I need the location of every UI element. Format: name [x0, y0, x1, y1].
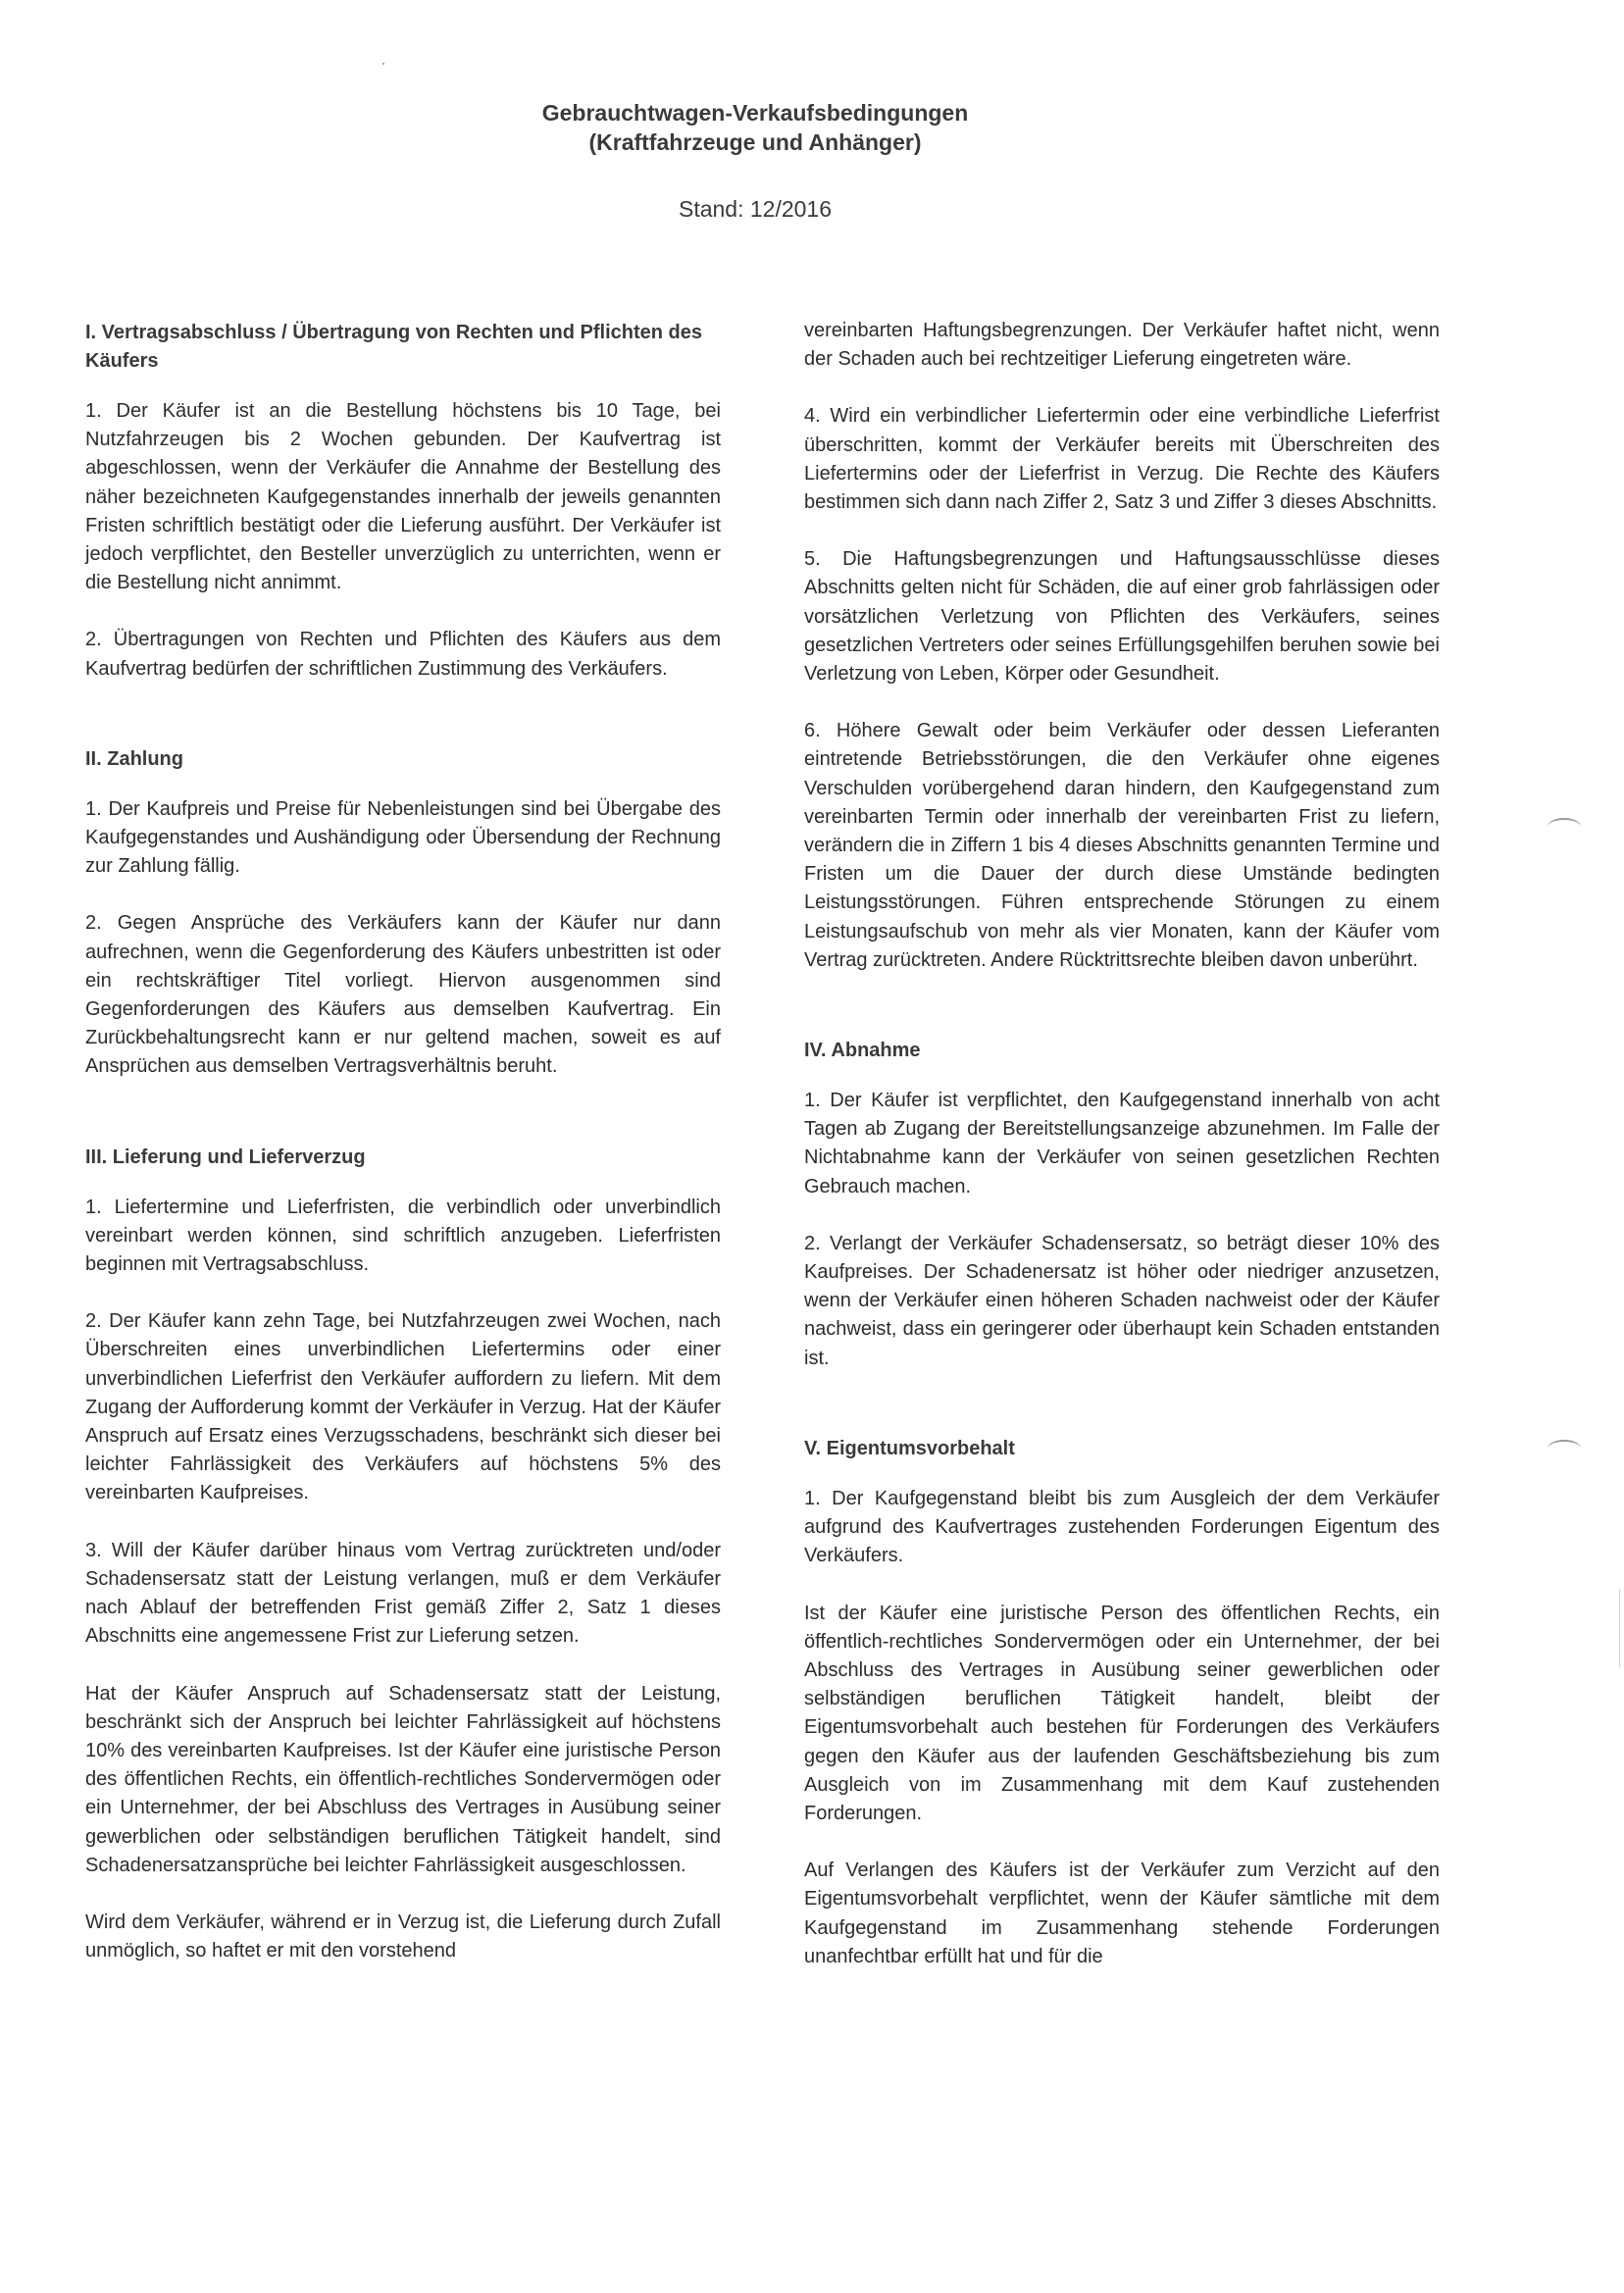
section-heading-lieferung: III. Lieferung und Lieferverzug [85, 1146, 366, 1168]
paragraph: 1. Der Kaufpreis und Preise für Nebenleistungen sind bei Übergabe des Kaufgegenstandes und Aushändigung oder Übersendung der Rechnung zur Zahlung fällig. [85, 797, 721, 878]
paragraph: 1. Der Käufer ist an die Bestellung höchstens bis 10 Tage, bei Nutzfahrzeugen bis 2 Wochen gebunden. Der Kaufvertrag ist abgeschlossen, wenn der Verkäufer die Annahme der Bestellung des näher bezeichneten Kaufgegenstandes innerhalb der jeweils genannten Fristen schriftlich bestätigt oder die Lieferung ausführt. Der Verkäufer ist jedoch verpflichtet, den Besteller unverzüglich zu unterrichten, wenn er die Bestellung nicht annimmt. [85, 400, 721, 594]
document-title: Gebrauchtwagen-Verkaufsbedingungen [541, 100, 969, 126]
paragraph: 2. Verlangt der Verkäufer Schadensersatz, so beträgt dieser 10% des Kaufpreises. Der Schadenersatz ist höher oder niedriger anzusetzen, wenn der Verkäufer einen höheren Schaden nachweist oder der Käufer nachweist, dass ein geringerer oder überhaupt kein Schaden entstanden ist. [804, 1232, 1440, 1369]
paragraph: 1. Der Kaufgegenstand bleibt bis zum Ausgleich der dem Verkäufer aufgrund des Kaufvertrages zustehenden Forderungen Eigentum des Verkäufers. [804, 1487, 1440, 1567]
paragraph: 4. Wird ein verbindlicher Liefertermin oder eine verbindliche Lieferfrist überschritten, kommt der Verkäufer bereits mit Überschreiten des Liefertermins oder der Lieferfrist in Verzug. Die Rechte des Käufers bestimmen sich dann nach Ziffer 2, Satz 3 und Ziffer 3 dieses Abschnitts. [804, 405, 1440, 514]
section-heading-abnahme: IV. Abnahme [804, 1040, 921, 1062]
paragraph: 6. Höhere Gewalt oder beim Verkäufer oder dessen Lieferanten eintretende Betriebsstörungen, die den Verkäufer ohne eigenes Verschulden vorübergehend daran hindern, den Kaufgegenstand zum vereinbarten Termin oder innerhalb der vereinbarten Frist zu liefern, verändern die in Ziffern 1 bis 4 dieses Abschnitts genannten Termine und Fristen um die Dauer der durch diese Umstände bedingten Leistungsstörungen. Führen entsprechende Störungen zu einem Leistungsaufschub von mehr als vier Monaten, kann der Käufer vom Vertrag zurücktreten. Andere Rücktrittsrechte bleiben davon unberührt. [804, 720, 1440, 971]
paragraph: 2. Gegen Ansprüche des Verkäufers kann der Käufer nur dann aufrechnen, wenn die Gegenforderung des Käufers unbestritten ist oder ein rechtskräftiger Titel vorliegt. Hiervon ausgenommen sind Gegenforderungen des Käufers aus demselben Kaufvertrag. Ein Zurückbehaltungsrecht kann er nur geltend machen, soweit es auf Ansprüchen aus demselben Vertragsverhältnis beruht. [85, 912, 721, 1078]
section-heading-eigentumsvorbehalt: V. Eigentumsvorbehalt [804, 1437, 1015, 1459]
section-heading-zahlung: II. Zahlung [85, 747, 183, 770]
paragraph: 1. Liefertermine und Lieferfristen, die verbindlich oder unverbindlich vereinbart werden können, sind schriftlich anzugeben. Lieferfristen beginnen mit Vertragsabschluss. [85, 1196, 721, 1276]
paragraph: vereinbarten Haftungsbegrenzungen. Der Verkäufer haftet nicht, wenn der Schaden auch bei rechtzeitiger Lieferung eingetreten wäre. [804, 320, 1440, 371]
left-column [85, 319, 721, 1965]
paragraph: 3. Will der Käufer darüber hinaus vom Vertrag zurücktreten und/oder Schadensersatz statt der Leistung verlangen, muß er dem Verkäufer nach Ablauf der betreffenden Frist gemäß Ziffer 2, Satz 1 dieses Abschnitts eine angemessene Frist zur Lieferung setzen. [85, 1539, 721, 1648]
paragraph: Auf Verlangen des Käufers ist der Verkäufer zum Verzicht auf den Eigentumsvorbehalt verpflichtet, wenn der Käufer sämtliche mit dem Kaufgegenstand im Zusammenhang stehende Forderungen unanfechtbar erfüllt hat und für die [804, 1860, 1440, 1967]
paragraph: Ist der Käufer eine juristische Person des öffentlichen Rechts, ein öffentlich-rechtliches Sondervermögen oder ein Unternehmer, der bei Abschluss des Vertrages in Ausübung seiner gewerblichen oder selbständigen beruflichen Tätigkeit handelt, bleibt der Eigentumsvorbehalt auch bestehen für Forderungen des Verkäufers gegen den Käufer aus der laufenden Geschäftsbeziehung bis zum Ausgleich von im Zusammenhang mit dem Kauf zustehenden Forderungen. [804, 1602, 1440, 1824]
punch-hole-mark [1548, 1440, 1581, 1457]
section-heading-vertragsabschluss: I. Vertragsabschluss / Übertragung von Rechten und Pflichten des Käufers [85, 322, 703, 372]
paragraph: 5. Die Haftungsbegrenzungen und Haftungsausschlüsse dieses Abschnitts gelten nicht für Schäden, die auf einer grob fahrlässigen oder vorsätzlichen Verletzung von Pflichten des Verkäufers, seines gesetzlichen Vertreters oder seines Erfüllungsgehilfen beruhen sowie bei Verletzung von Leben, Körper oder Gesundheit. [804, 548, 1440, 686]
punch-hole-mark [1548, 818, 1581, 836]
scan-edge-line [1619, 1589, 1620, 1667]
paragraph: Wird dem Verkäufer, während er in Verzug ist, die Lieferung durch Zufall unmöglich, so haftet er mit den vorstehend [85, 1911, 721, 1962]
scan-speck [382, 63, 384, 65]
right-column [804, 317, 1440, 1971]
paragraph: 2. Der Käufer kann zehn Tage, bei Nutzfahrzeugen zwei Wochen, nach Überschreiten eines unverbindlichen Liefertermins oder einer unverbindlichen Lieferfrist den Verkäufer auffordern zu liefern. Mit dem Zugang der Aufforderung kommt der Verkäufer in Verzug. Hat der Käufer Anspruch auf Ersatz eines Verzugsschadens, beschränkt sich dieser bei leichter Fahrlässigkeit des Verkäufers auf höchstens 5% des vereinbarten Kaufpreises. [85, 1310, 721, 1504]
paragraph: 2. Übertragungen von Rechten und Pflichten des Käufers aus dem Kaufvertrag bedürfen der schriftlichen Zustimmung des Verkäufers. [85, 629, 721, 680]
paragraph: 1. Der Käufer ist verpflichtet, den Kaufgegenstand innerhalb von acht Tagen ab Zugang der Bereitstellungsanzeige abzunehmen. Im Falle der Nichtabnahme kann der Verkäufer von seinen gesetzlichen Rechten Gebrauch machen. [804, 1090, 1440, 1197]
document-version-date: Stand: 12/2016 [678, 196, 833, 222]
paragraph: Hat der Käufer Anspruch auf Schadensersatz statt der Leistung, beschränkt sich der Anspruch bei leichter Fahrlässigkeit auf höchstens 10% des vereinbarten Kaufpreises. Ist der Käufer eine juristische Person des öffentlichen Rechts, ein öffentlich-rechtliches Sondervermögen oder ein Unternehmer, der bei Abschluss des Vertrages in Ausübung seiner gewerblichen oder selbständigen beruflichen Tätigkeit handelt, sind Schadenersatzansprüche bei leichter Fahrlässigkeit ausgeschlossen. [85, 1682, 721, 1876]
document-subtitle: (Kraftfahrzeuge und Anhänger) [588, 129, 922, 155]
